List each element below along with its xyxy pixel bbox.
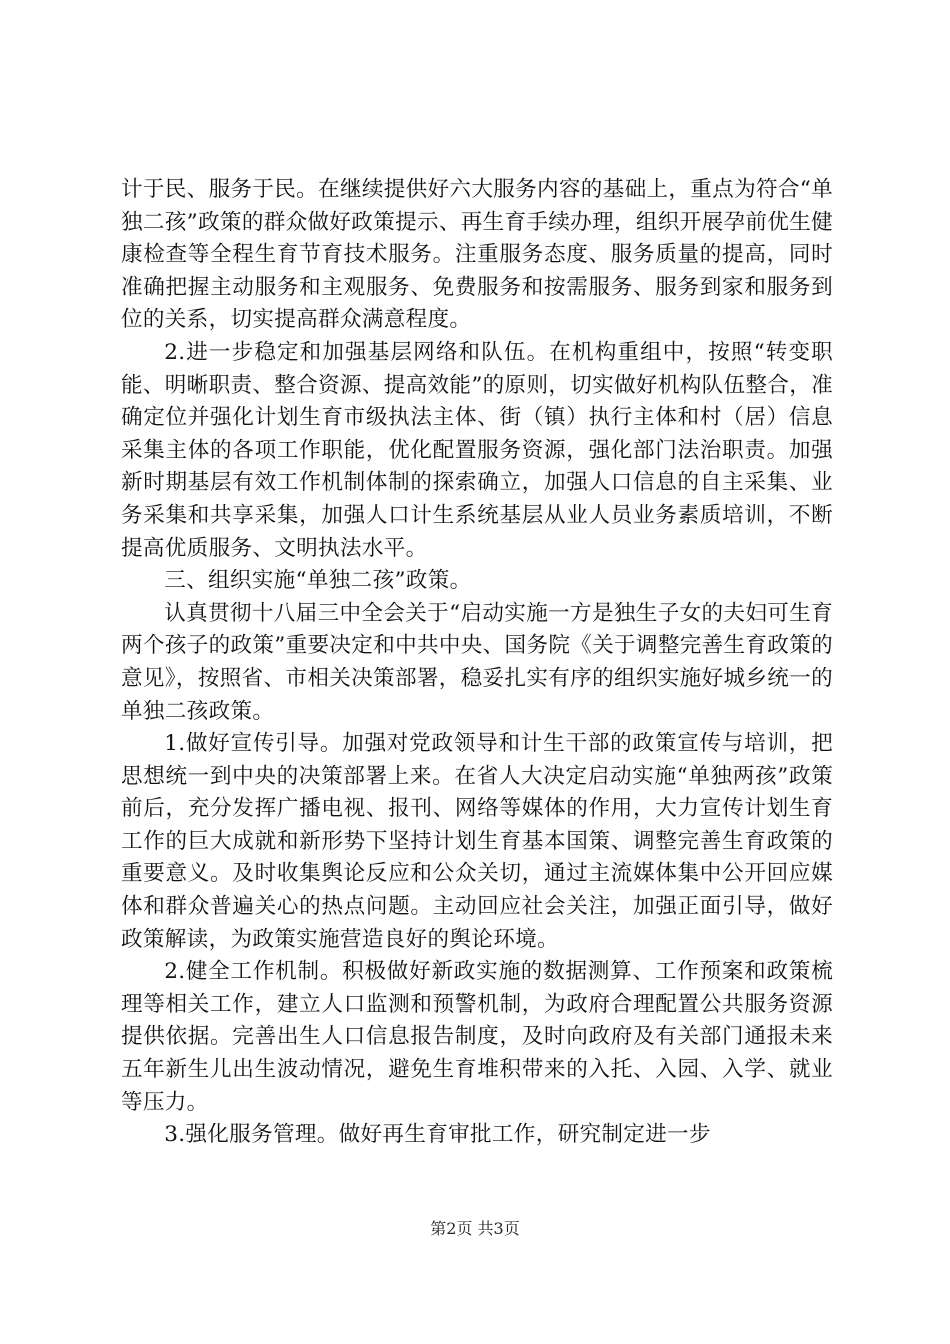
document-body [121,174,833,1152]
paragraph-continuation: 计于民、服务于民。在继续提供好六大服务内容的基础上，重点为符合“单独二孩”政策的群众做好政策提示、再生育手续办理，组织开展孕前优生健康检查等全程生育节育技术服务。注重服务态度、服务质量的提高，同时准确把握主动服务和主观服务、免费服务和按需服务、服务到家和服务到位的关系，切实提高群众满意程度。 [121,177,833,333]
page-number-footer: 第2页 共3页 [430,1219,520,1238]
paragraph-item-1-publicity: 1.做好宣传引导。加强对党政领导和计生干部的政策宣传与培训，把思想统一到中央的决策部署上来。在省人大决定启动实施“单独两孩”政策前后，充分发挥广播电视、报刊、网络等媒体的作用，大力宣传计划生育工作的巨大成就和新形势下坚持计划生育基本国策、调整完善生育政策的重要意义。及时收集舆论反应和公众关切，通过主流媒体集中公开回应媒体和群众普遍关心的热点问题。主动回应社会关注，加强正面引导，做好政策解读，为政策实施营造良好的舆论环境。 [121,731,833,952]
paragraph-policy-intro: 认真贯彻十八届三中全会关于“启动实施一方是独生子女的夫妇可生育两个孩子的政策”重要决定和中共中央、国务院《关于调整完善生育政策的意见》，按照省、市相关决策部署，稳妥扎实有序的组织实施好城乡统一的单独二孩政策。 [121,600,833,724]
section-heading-three: 三、组织实施“单独二孩”政策。 [164,568,472,594]
paragraph-item-2-mechanism: 2.健全工作机制。积极做好新政实施的数据测算、工作预案和政策梳理等相关工作，建立人口监测和预警机制，为政府合理配置公共服务资源提供依据。完善出生人口信息报告制度，及时向政府及有关部门通报未来五年新生儿出生波动情况，避免生育堆积带来的入托、入园、入学、就业等压力。 [121,959,833,1115]
paragraph-item-2-network: 2.进一步稳定和加强基层网络和队伍。在机构重组中，按照“转变职能、明晰职责、整合资源、提高效能”的原则，切实做好机构队伍整合，准确定位并强化计划生育市级执法主体、街（镇）执行主体和村（居）信息采集主体的各项工作职能，优化配置服务资源，强化部门法治职责。加强新时期基层有效工作机制体制的探索确立，加强人口信息的自主采集、业务采集和共享采集，加强人口计生系统基层从业人员业务素质培训，不断提高优质服务、文明执法水平。 [121,339,833,561]
paragraph-item-3-service: 3.强化服务管理。做好再生育审批工作，研究制定进一步 [164,1122,711,1148]
